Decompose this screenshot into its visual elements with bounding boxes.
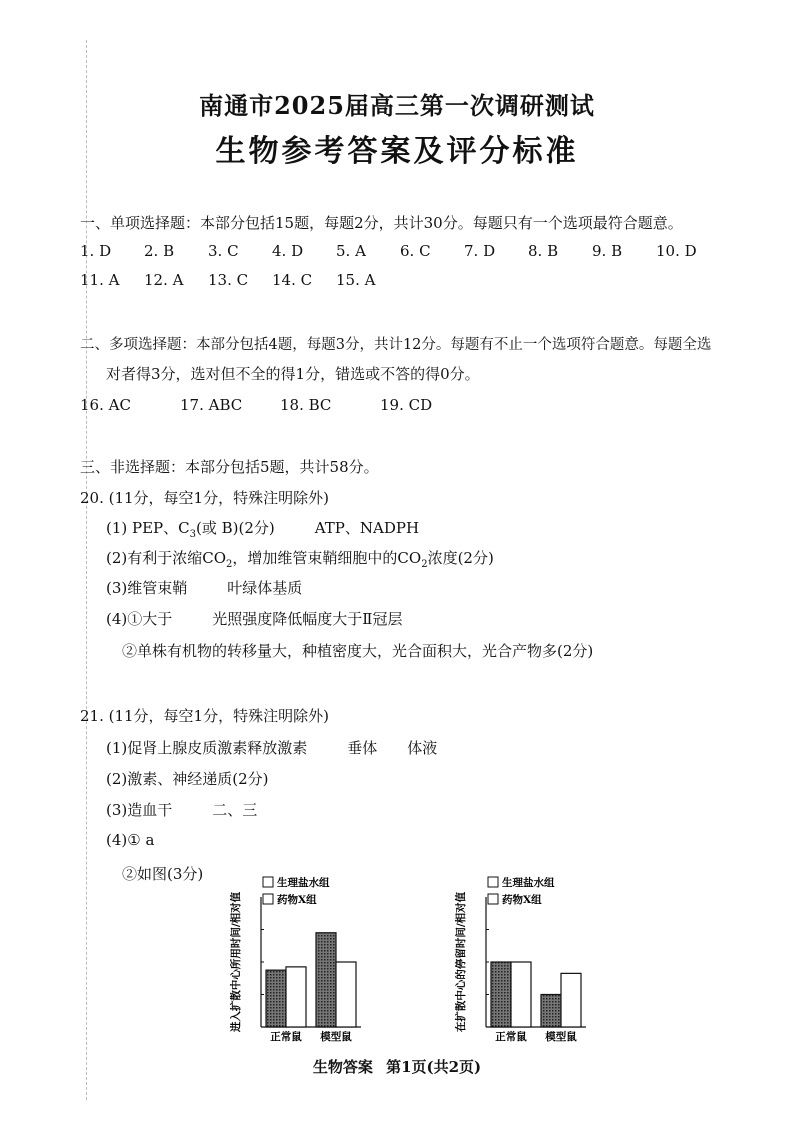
answer-item: 11. A: [80, 271, 120, 289]
q20-answer-1: (1) PEP、$C_3$(或 B)(2分) ATP、NADPH: [106, 519, 420, 540]
section2-answers-row: [80, 396, 720, 414]
y-axis-label: 进入扩散中心所用时间/相对值: [230, 891, 242, 1033]
chart-left: [225, 872, 405, 1042]
y-axis-label: 在扩散中心的停留时间/相对值: [455, 891, 467, 1033]
section1-answers-row2: [80, 271, 720, 289]
answer-item: 10. D: [656, 242, 697, 260]
footer-page-number: 第1页(共2页): [386, 1058, 482, 1076]
answer-item: 15. A: [336, 271, 376, 289]
q21-answer-2: (2)激素、神经递质(2分): [106, 770, 269, 788]
bar-saline-1: [316, 933, 336, 1027]
chart-left-svg: [225, 872, 405, 1042]
chart-right: [450, 872, 630, 1042]
q20-answer-2: (2)有利于浓缩$CO_2$，增加维管束鞘细胞中的$CO_2$浓度(2分): [106, 549, 494, 570]
bar-drug-x-1: [561, 973, 581, 1027]
legend-label: 药物X组: [502, 894, 542, 906]
answer-item: 6. C: [400, 242, 431, 260]
answer-item: 5. A: [336, 242, 366, 260]
answer-item: 9. B: [592, 242, 623, 260]
answer-item: 2. B: [144, 242, 175, 260]
bar-saline-1: [541, 995, 561, 1028]
bar-saline-0: [266, 970, 286, 1027]
legend-label: 生理盐水组: [277, 877, 330, 889]
q21-title: 21. (11分，每空1分，特殊注明除外): [80, 707, 329, 725]
legend-swatch: [488, 877, 498, 887]
answer-item: 1. D: [80, 242, 112, 260]
q20-answer-4-line2: ②单株有机物的转移量大，种植密度大，光合面积大，光合产物多(2分): [122, 642, 594, 660]
x-tick-label: 正常鼠: [495, 1031, 527, 1042]
answer-item: 13. C: [208, 271, 249, 289]
q21-answer-1: (1)促肾上腺皮质激素释放激素 垂体 体液: [106, 739, 438, 757]
legend-swatch: [488, 894, 498, 904]
chart-right-svg: [450, 872, 630, 1042]
answer-item: 19. CD: [380, 396, 433, 414]
q21-answer-4-figure-label: ②如图(3分): [122, 865, 204, 883]
q20-answer-4: (4)①大于 光照强度降低幅度大于Ⅱ冠层: [106, 610, 403, 628]
exam-title: 南通市2025届高三第一次调研测试: [199, 91, 595, 120]
q20-answer-3: (3)维管束鞘 叶绿体基质: [106, 579, 303, 597]
answer-item: 12. A: [144, 271, 184, 289]
page-footer: [0, 1056, 794, 1077]
section1-heading: 一、单项选择题：本部分包括15题，每题2分，共计30分。每题只有一个选项最符合题意。: [80, 214, 683, 232]
answer-item: 17. ABC: [180, 396, 243, 414]
section2-heading-line2: 对者得3分，选对但不全的得1分，错选或不答的得0分。: [106, 365, 480, 383]
answer-item: 14. C: [272, 271, 313, 289]
x-tick-label: 正常鼠: [270, 1031, 302, 1042]
answer-item: 16. AC: [80, 396, 131, 414]
answer-item: 8. B: [528, 242, 559, 260]
footer-label: 生物答案: [312, 1058, 373, 1076]
legend-swatch: [263, 894, 273, 904]
x-tick-label: 模型鼠: [320, 1031, 352, 1042]
answer-key-title: 生物参考答案及评分标准: [215, 134, 579, 169]
answer-item: 18. BC: [280, 396, 332, 414]
answer-item: 3. C: [208, 242, 239, 260]
bar-saline-0: [491, 962, 511, 1027]
bar-drug-x-1: [336, 962, 356, 1027]
section3-heading: 三、非选择题：本部分包括5题，共计58分。: [80, 458, 379, 476]
q20-title: 20. (11分，每空1分，特殊注明除外): [80, 489, 329, 507]
section1-answers-row1: [80, 242, 720, 260]
answer-item: 7. D: [464, 242, 496, 260]
legend-label: 生理盐水组: [502, 877, 555, 889]
answer-item: 4. D: [272, 242, 304, 260]
legend-swatch: [263, 877, 273, 887]
section2-heading-line1: 二、多项选择题：本部分包括4题，每题3分，共计12分。每题有不止一个选项符合题意。每题全选: [80, 337, 712, 353]
legend-label: 药物X组: [277, 894, 317, 906]
x-tick-label: 模型鼠: [545, 1031, 577, 1042]
bar-drug-x-0: [511, 962, 531, 1027]
binding-margin-line: [86, 40, 87, 1100]
q21-answer-4: (4)① a: [106, 831, 155, 849]
q21-answer-3: (3)造血干 二、三: [106, 801, 258, 819]
bar-drug-x-0: [286, 967, 306, 1027]
